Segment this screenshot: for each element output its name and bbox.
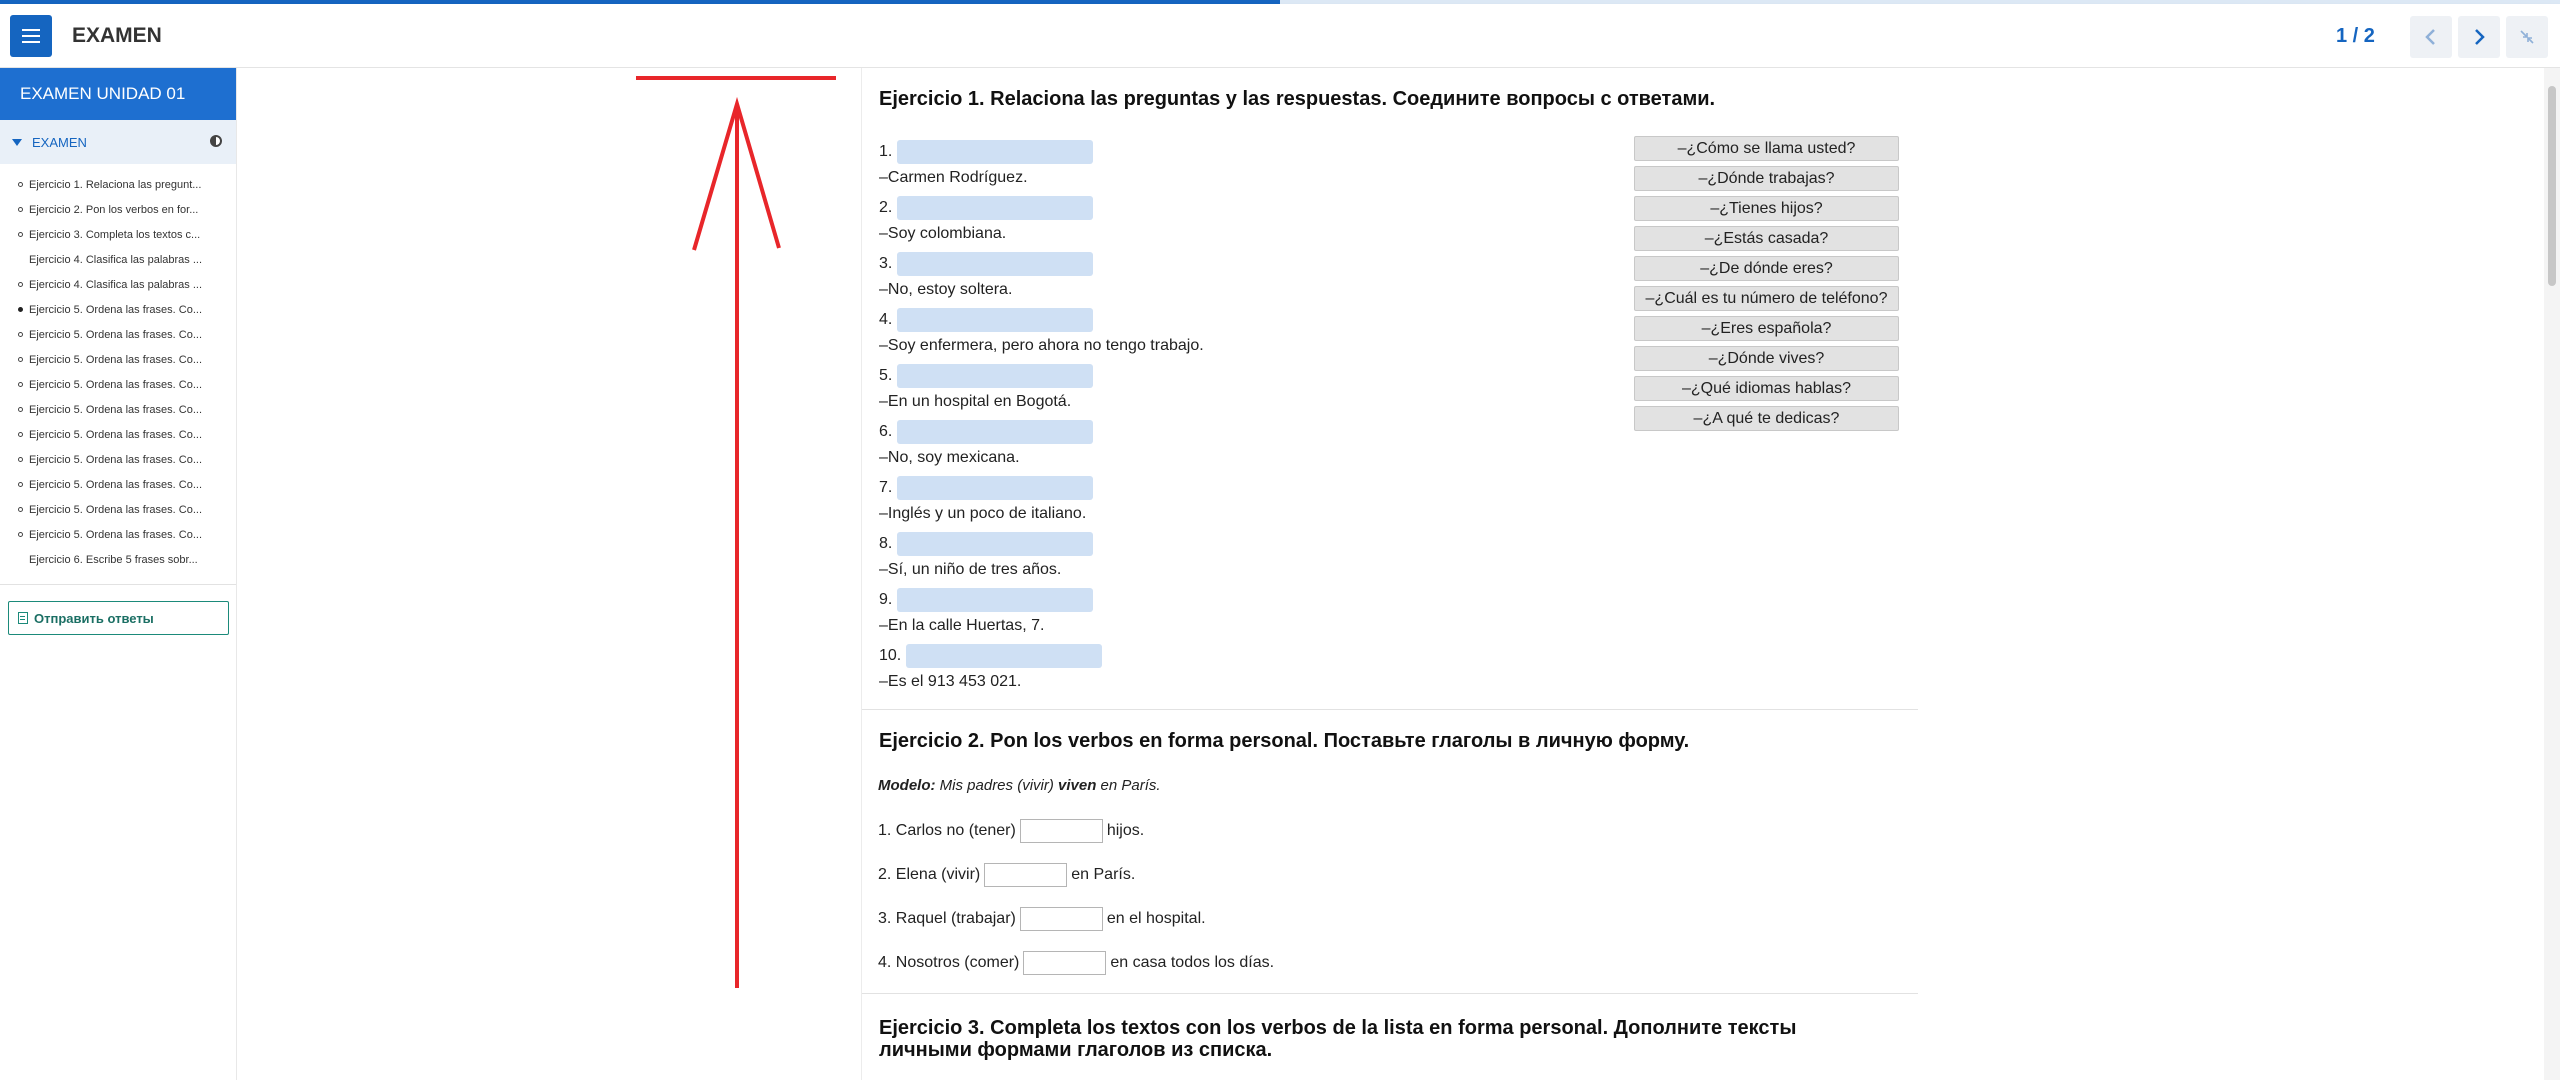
draggable-option[interactable]: –¿Qué idiomas hablas? bbox=[1634, 376, 1899, 401]
verb-exercise-line bbox=[878, 907, 1206, 931]
answer-text: –Sí, un niño de tres años. bbox=[879, 561, 1062, 578]
scrollbar[interactable] bbox=[2544, 68, 2560, 1080]
document-icon bbox=[18, 612, 28, 624]
toc-item-label: Ejercicio 5. Ordena las frases. Co... bbox=[29, 453, 203, 466]
drop-target[interactable] bbox=[897, 140, 1093, 164]
question-slot bbox=[879, 420, 1093, 444]
top-bar bbox=[0, 4, 2560, 68]
chevron-right-icon bbox=[2471, 27, 2487, 47]
course-title[interactable]: EXAMEN UNIDAD 01 bbox=[0, 68, 236, 120]
table-of-contents bbox=[0, 164, 236, 572]
question-slot bbox=[879, 644, 1102, 668]
sentence-start: 1. Carlos no (tener) bbox=[878, 822, 1016, 840]
toc-item[interactable] bbox=[0, 547, 236, 572]
item-status-circle-icon bbox=[18, 232, 23, 237]
verb-input[interactable] bbox=[984, 863, 1067, 887]
exercise-2-title: Ejercicio 2. Pon los verbos en forma personal. Поставьте глаголы в личную форму. bbox=[879, 730, 1690, 752]
question-slot bbox=[879, 532, 1093, 556]
contrast-icon[interactable] bbox=[210, 135, 222, 147]
draggable-option[interactable]: –¿De dónde eres? bbox=[1634, 256, 1899, 281]
verb-input[interactable] bbox=[1023, 951, 1106, 975]
previous-page-button[interactable] bbox=[2410, 16, 2452, 58]
toc-item[interactable] bbox=[0, 397, 236, 422]
current-item-dot-icon bbox=[18, 307, 23, 312]
draggable-option[interactable]: –¿Dónde vives? bbox=[1634, 346, 1899, 371]
exercise-3-title-line-1: Ejercicio 3. Completa los textos con los verbos de la lista en forma personal. Дополните тексты bbox=[879, 1017, 1797, 1039]
drop-target[interactable] bbox=[897, 196, 1093, 220]
drop-target[interactable] bbox=[897, 476, 1093, 500]
answer-text: –Soy colombiana. bbox=[879, 225, 1007, 242]
draggable-option[interactable]: –¿Estás casada? bbox=[1634, 226, 1899, 251]
toc-item[interactable] bbox=[0, 422, 236, 447]
verb-exercise-line bbox=[878, 863, 1135, 887]
draggable-option[interactable]: –¿Cómo se llama usted? bbox=[1634, 136, 1899, 161]
drop-target[interactable] bbox=[897, 364, 1093, 388]
question-slot bbox=[879, 476, 1093, 500]
toc-item-label: Ejercicio 2. Pon los verbos en for... bbox=[29, 203, 199, 216]
model-sentence-end: en París. bbox=[1096, 777, 1161, 794]
toc-item-label: Ejercicio 5. Ordena las frases. Co... bbox=[29, 403, 203, 416]
question-slot bbox=[879, 364, 1093, 388]
toc-item[interactable] bbox=[0, 372, 236, 397]
model-label: Modelo: bbox=[878, 777, 936, 794]
toc-item[interactable] bbox=[0, 197, 236, 222]
question-number: 8. bbox=[879, 535, 893, 553]
item-status-circle-icon bbox=[18, 357, 23, 362]
sentence-end: hijos. bbox=[1106, 822, 1145, 840]
page-counter: 1 / 2 bbox=[2336, 25, 2375, 47]
sentence-end: en casa todos los días. bbox=[1110, 954, 1275, 972]
sentence-start: 4. Nosotros (comer) bbox=[878, 954, 1020, 972]
draggable-option[interactable]: –¿Dónde trabajas? bbox=[1634, 166, 1899, 191]
item-status-circle-icon bbox=[18, 207, 23, 212]
question-slot bbox=[879, 196, 1093, 220]
question-number: 2. bbox=[879, 199, 893, 217]
question-number: 4. bbox=[879, 311, 893, 329]
sentence-end: en París. bbox=[1071, 866, 1136, 884]
exercise-3-title-line-2: личными формами глаголов из списка. bbox=[879, 1039, 1273, 1061]
question-number: 7. bbox=[879, 479, 893, 497]
toc-item[interactable] bbox=[0, 272, 236, 297]
item-status-circle-icon bbox=[18, 282, 23, 287]
item-status-circle-icon bbox=[18, 457, 23, 462]
toc-item[interactable] bbox=[0, 472, 236, 497]
question-number: 1. bbox=[879, 143, 893, 161]
question-number: 3. bbox=[879, 255, 893, 273]
item-status-circle-icon bbox=[18, 382, 23, 387]
collapse-icon bbox=[2518, 28, 2536, 46]
verb-input[interactable] bbox=[1020, 819, 1103, 843]
submit-answers-button[interactable] bbox=[8, 601, 229, 635]
drop-target[interactable] bbox=[897, 532, 1093, 556]
item-status-circle-icon bbox=[18, 407, 23, 412]
model-answer: viven bbox=[1058, 777, 1097, 794]
fullscreen-toggle-button[interactable] bbox=[2506, 16, 2548, 58]
verb-exercise-line bbox=[878, 951, 1274, 975]
sentence-end: en el hospital. bbox=[1106, 910, 1206, 928]
question-number: 10. bbox=[879, 647, 902, 665]
toc-item[interactable] bbox=[0, 347, 236, 372]
hamburger-icon-line bbox=[22, 41, 40, 43]
toc-item-label: Ejercicio 3. Completa los textos c... bbox=[29, 228, 201, 241]
app-title: EXAMEN bbox=[72, 24, 162, 47]
toc-item-label: Ejercicio 5. Ordena las frases. Co... bbox=[29, 353, 203, 366]
submit-answers-label: Отправить ответы bbox=[34, 610, 154, 626]
drop-target[interactable] bbox=[897, 252, 1093, 276]
sentence-start: 3. Raquel (trabajar) bbox=[878, 910, 1016, 928]
item-status-circle-icon bbox=[18, 532, 23, 537]
question-number: 9. bbox=[879, 591, 893, 609]
sentence-start: 2. Elena (vivir) bbox=[878, 866, 981, 884]
menu-button[interactable] bbox=[10, 15, 52, 57]
answer-text: –No, soy mexicana. bbox=[879, 449, 1020, 466]
draggable-option[interactable]: –¿Tienes hijos? bbox=[1634, 196, 1899, 221]
question-number: 5. bbox=[879, 367, 893, 385]
item-status-circle-icon bbox=[18, 482, 23, 487]
section-divider bbox=[862, 709, 1918, 710]
toc-item[interactable] bbox=[0, 447, 236, 472]
section-divider bbox=[862, 993, 1918, 994]
toc-item[interactable] bbox=[0, 497, 236, 522]
toc-item[interactable] bbox=[0, 322, 236, 347]
answer-text: –Soy enfermera, pero ahora no tengo trabajo. bbox=[879, 337, 1204, 354]
drop-target[interactable] bbox=[897, 588, 1093, 612]
draggable-option[interactable]: –¿A qué te dedicas? bbox=[1634, 406, 1899, 431]
answer-text: –No, estoy soltera. bbox=[879, 281, 1013, 298]
scrollbar-thumb[interactable] bbox=[2548, 86, 2556, 286]
toc-item[interactable] bbox=[0, 297, 236, 322]
drop-target[interactable] bbox=[897, 420, 1093, 444]
exercise-page bbox=[861, 68, 2157, 1080]
question-number: 6. bbox=[879, 423, 893, 441]
sidebar-divider bbox=[0, 584, 236, 585]
hamburger-icon bbox=[22, 29, 40, 31]
question-slot bbox=[879, 140, 1093, 164]
toc-item-label: Ejercicio 6. Escribe 5 frases sobr... bbox=[29, 553, 198, 566]
item-status-circle-icon bbox=[18, 507, 23, 512]
next-page-button[interactable] bbox=[2458, 16, 2500, 58]
toc-item-label: Ejercicio 5. Ordena las frases. Co... bbox=[29, 503, 203, 516]
toc-item-label: Ejercicio 5. Ordena las frases. Co... bbox=[29, 378, 203, 391]
verb-exercise-line bbox=[878, 819, 1144, 843]
answer-text: –Es el 913 453 021. bbox=[879, 673, 1022, 690]
toc-item[interactable] bbox=[0, 522, 236, 547]
toc-item-label: Ejercicio 5. Ordena las frases. Co... bbox=[29, 303, 203, 316]
draggable-option[interactable]: –¿Eres española? bbox=[1634, 316, 1899, 341]
sidebar bbox=[0, 68, 237, 1080]
question-slot bbox=[879, 588, 1093, 612]
toc-item[interactable] bbox=[0, 172, 236, 197]
toc-item-label: Ejercicio 4. Clasifica las palabras ... bbox=[29, 253, 203, 266]
hamburger-icon-line bbox=[22, 35, 40, 37]
caret-down-icon bbox=[12, 139, 22, 146]
chevron-left-icon bbox=[2423, 27, 2439, 47]
toc-item-label: Ejercicio 4. Clasifica las palabras ... bbox=[29, 278, 203, 291]
drop-target[interactable] bbox=[906, 644, 1102, 668]
answer-text: –En un hospital en Bogotá. bbox=[879, 393, 1072, 410]
drop-target[interactable] bbox=[897, 308, 1093, 332]
exercise-1-title: Ejercicio 1. Relaciona las preguntas y las respuestas. Соедините вопросы с ответами. bbox=[879, 88, 1716, 110]
toc-item-label: Ejercicio 1. Relaciona las pregunt... bbox=[29, 178, 202, 191]
item-status-circle-icon bbox=[18, 332, 23, 337]
exercise-2-model bbox=[878, 777, 1161, 794]
toc-item-label: Ejercicio 5. Ordena las frases. Co... bbox=[29, 328, 203, 341]
section-label: EXAMEN bbox=[32, 134, 87, 150]
toc-item[interactable] bbox=[0, 222, 236, 247]
verb-input[interactable] bbox=[1020, 907, 1103, 931]
section-header[interactable] bbox=[0, 120, 236, 164]
toc-item-label: Ejercicio 5. Ordena las frases. Co... bbox=[29, 478, 203, 491]
question-slot bbox=[879, 252, 1093, 276]
item-status-circle-icon bbox=[18, 182, 23, 187]
model-sentence-start: Mis padres (vivir) bbox=[935, 777, 1059, 794]
draggable-option[interactable]: –¿Cuál es tu número de teléfono? bbox=[1634, 286, 1899, 311]
main-content-area bbox=[237, 68, 2544, 1080]
answer-text: –Carmen Rodríguez. bbox=[879, 169, 1028, 186]
item-status-circle-icon bbox=[18, 432, 23, 437]
toc-item[interactable] bbox=[0, 247, 236, 272]
answer-text: –Inglés y un poco de italiano. bbox=[879, 505, 1087, 522]
question-slot bbox=[879, 308, 1093, 332]
answer-text: –En la calle Huertas, 7. bbox=[879, 617, 1045, 634]
toc-item-label: Ejercicio 5. Ordena las frases. Co... bbox=[29, 528, 203, 541]
toc-item-label: Ejercicio 5. Ordena las frases. Co... bbox=[29, 428, 203, 441]
